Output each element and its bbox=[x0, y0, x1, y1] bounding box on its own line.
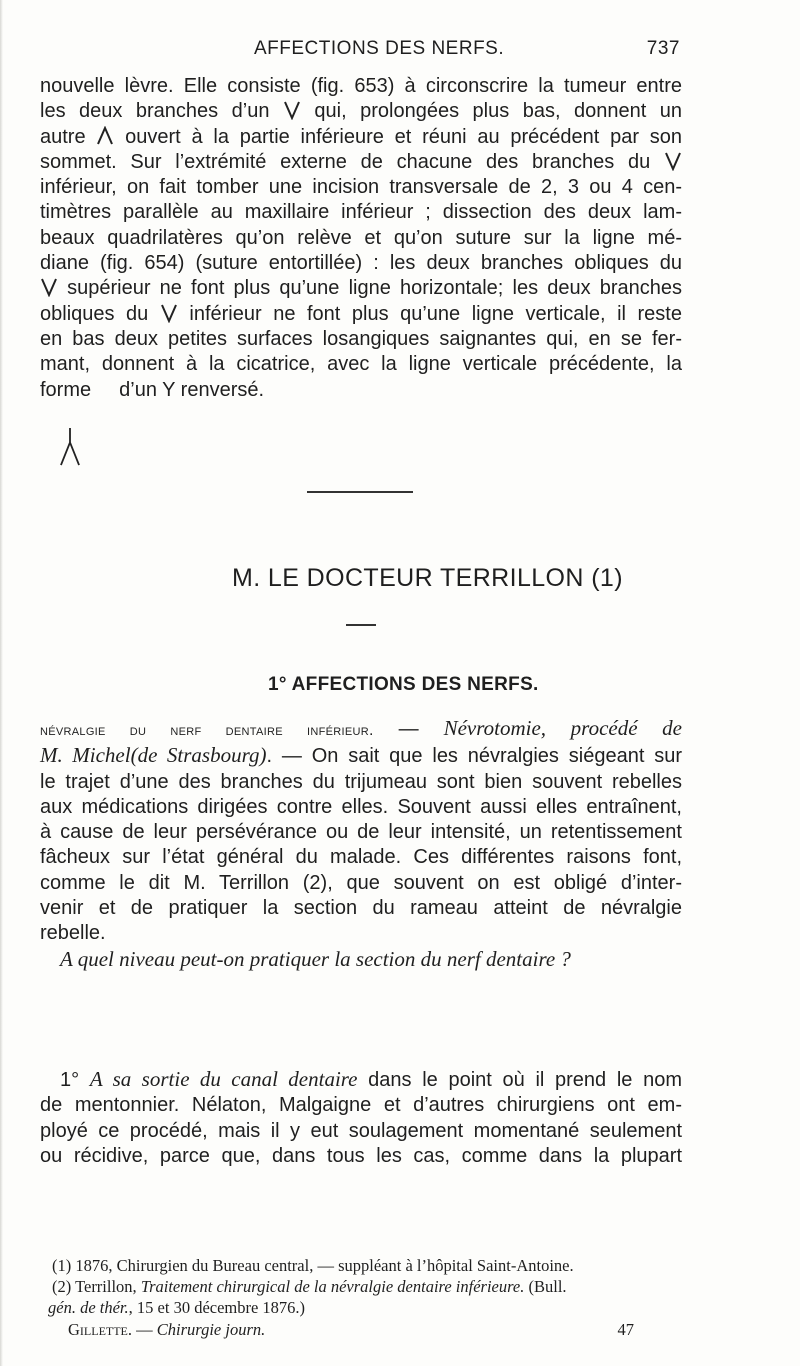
text-line bbox=[40, 845, 682, 870]
text-span: sommet. Sur l’extrémité externe de chacune des branches du bbox=[40, 150, 651, 173]
italic-lead: A sa sortie du canal dentaire bbox=[89, 1067, 358, 1091]
text-line bbox=[40, 1093, 682, 1118]
text-span: de mentonnier. Nélaton, Malgaigne et d’autres chirurgiens ont em- bbox=[40, 1094, 682, 1117]
text-line bbox=[40, 200, 682, 225]
text-span: comme le dit M. Terrillon (2), que souvent on est obligé d’inter- bbox=[40, 871, 682, 894]
text-span: le trajet d’une des branches du trijumeau sont bien souvent rebelles bbox=[40, 770, 682, 793]
text-line bbox=[40, 1144, 682, 1169]
italic-title: M. Michel bbox=[40, 743, 131, 768]
smallcaps-lead: névralgie du nerf dentaire inférieur. bbox=[40, 722, 374, 739]
v-shape-glyph bbox=[160, 303, 178, 323]
italic-span: gén. de thér. bbox=[48, 1298, 129, 1317]
text-line bbox=[40, 378, 682, 403]
text-span: nouvelle lèvre. Elle consiste (fig. 653) à circonscrire la tumeur entre bbox=[40, 75, 682, 97]
signature-line bbox=[48, 1320, 684, 1340]
paragraph-mental-nerve bbox=[40, 1067, 682, 1169]
running-head bbox=[40, 38, 680, 64]
text-line bbox=[40, 1119, 682, 1144]
text-span: — bbox=[373, 718, 444, 740]
footnote-1 bbox=[48, 1255, 684, 1276]
text-span: venir et de pratiquer la section du rameau atteint de névralgie bbox=[40, 897, 682, 920]
text-span: d’un Y renversé. bbox=[119, 378, 265, 401]
text-span: (2) Terrillon, bbox=[52, 1277, 137, 1296]
italic-span: Traitement chirurgical de la névralgie dentaire inférieure. bbox=[140, 1277, 525, 1296]
text-line bbox=[40, 74, 682, 99]
text-line bbox=[40, 175, 682, 200]
text-span: , 15 et 30 décembre 1876.) bbox=[128, 1298, 306, 1317]
italic-title: (de Strasbourg) bbox=[130, 743, 267, 768]
question-line bbox=[40, 947, 682, 973]
text-span: fâcheux sur l’état général du malade. Ces différentes raisons font, bbox=[40, 846, 682, 869]
text-span: ouvert à la partie inférieure et réuni au précédent par son bbox=[125, 125, 682, 148]
text-line bbox=[40, 795, 682, 820]
author-heading: M. LE DOCTEUR TERRILLON (1) bbox=[232, 564, 623, 592]
text-line bbox=[40, 921, 682, 946]
italic-question: A quel niveau peut-on pratiquer la section du nerf dentaire ? bbox=[60, 946, 571, 971]
text-span: (1) 1876, Chirurgien du Bureau central, — suppléant à l’hôpital Saint-Antoine. bbox=[52, 1256, 574, 1275]
page-number: 737 bbox=[646, 38, 680, 59]
text-span: les deux branches d’un bbox=[40, 100, 270, 123]
text-line bbox=[40, 276, 682, 301]
section-divider bbox=[307, 491, 413, 493]
paragraph-incision-procedure bbox=[40, 74, 682, 449]
text-line bbox=[40, 871, 682, 896]
v-shape-glyph bbox=[283, 100, 301, 120]
text-span: inférieur, on fait tomber une incision transversale de 2, 3 ou 4 cen- bbox=[40, 176, 682, 199]
text-span: autre bbox=[40, 125, 86, 148]
italic-title: Névrotomie, procédé de bbox=[443, 716, 682, 740]
text-span: inférieur ne font plus qu’une ligne verticale, il reste bbox=[189, 302, 682, 325]
text-span: en bas deux petites surfaces losangiques saignantes qui, en se fer- bbox=[40, 327, 682, 350]
text-line bbox=[40, 150, 682, 175]
text-line bbox=[40, 251, 682, 276]
text-line bbox=[40, 896, 682, 921]
text-line bbox=[40, 99, 682, 124]
text-span: forme bbox=[40, 378, 92, 401]
short-divider bbox=[346, 624, 376, 626]
text-span: beaux quadrilatères qu’on relève et qu’on suture sur la ligne mé- bbox=[40, 226, 682, 249]
text-span: ployé ce procédé, mais il y eut soulagement momentané seulement bbox=[40, 1119, 682, 1142]
text-span: (Bull. bbox=[528, 1277, 567, 1296]
text-span: diane (fig. 654) (suture entortillée) : les deux branches obliques du bbox=[40, 252, 682, 275]
text-line bbox=[40, 327, 682, 352]
section-heading: 1° AFFECTIONS DES NERFS. bbox=[268, 674, 539, 695]
text-span: aux médications dirigées contre elles. Souvent aussi elles entraînent, bbox=[40, 795, 682, 818]
text-line bbox=[40, 1067, 682, 1093]
footnotes bbox=[48, 1255, 684, 1318]
paragraph-neuralgia bbox=[40, 716, 682, 973]
text-span: dans le point où il prend le nom bbox=[357, 1069, 682, 1091]
book-title: Chirurgie journ. bbox=[156, 1320, 266, 1339]
text-line bbox=[40, 743, 682, 769]
text-span: . — On sait que les névralgies siégeant sur bbox=[266, 745, 682, 768]
text-span: qui, prolongées plus bas, donnent un bbox=[314, 100, 682, 123]
text-span: 1° bbox=[60, 1069, 80, 1091]
text-line bbox=[40, 125, 682, 150]
text-span: timètres parallèle au maxillaire inférieur ; dissection des deux lam- bbox=[40, 201, 682, 224]
printer-name: Gillette. bbox=[68, 1320, 133, 1339]
text-span: ou récidive, parce que, dans tous les cas, comme dans la plupart bbox=[40, 1144, 682, 1167]
text-span: — bbox=[132, 1320, 157, 1339]
text-line bbox=[40, 820, 682, 845]
inverted-y-glyph bbox=[58, 428, 82, 466]
v-shape-glyph bbox=[664, 151, 682, 171]
sheet-signature-mark: 47 bbox=[617, 1320, 634, 1339]
text-line bbox=[40, 716, 682, 743]
inverted-v-shape-glyph bbox=[96, 126, 114, 146]
text-span: à cause de leur persévérance ou de leur intensité, un retentissement bbox=[40, 821, 682, 844]
running-head-title: AFFECTIONS DES NERFS. bbox=[254, 38, 505, 59]
text-span: supérieur ne font plus qu’une ligne horizontale; les deux branches bbox=[67, 277, 682, 300]
footnote-2-continuation bbox=[48, 1297, 684, 1318]
footnote-2 bbox=[48, 1276, 684, 1297]
v-shape-glyph bbox=[40, 277, 58, 297]
text-span: obliques du bbox=[40, 302, 149, 325]
text-line bbox=[40, 352, 682, 377]
text-span: rebelle. bbox=[40, 922, 106, 945]
page-edge-shadow bbox=[0, 0, 3, 1366]
text-line bbox=[40, 770, 682, 795]
text-span: mant, donnent à la cicatrice, avec la ligne verticale précédente, la bbox=[40, 353, 682, 376]
text-line bbox=[40, 226, 682, 251]
text-line bbox=[40, 302, 682, 327]
